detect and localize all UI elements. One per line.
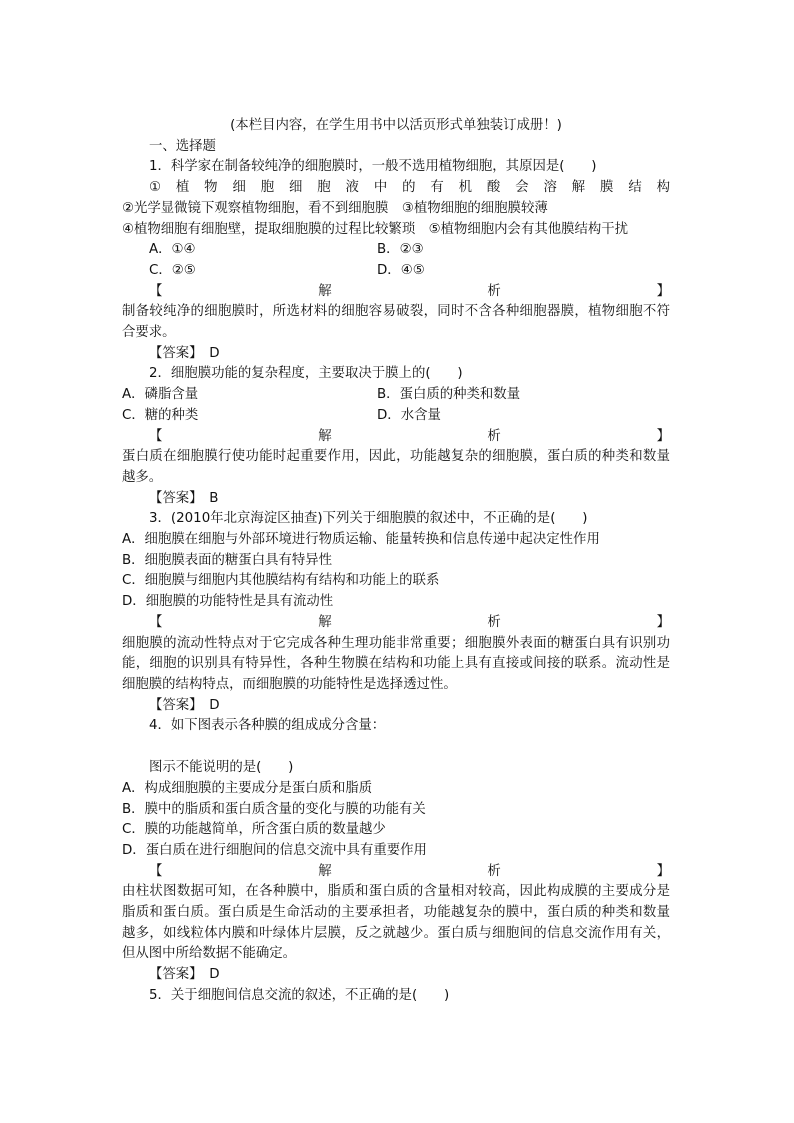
- question-1-statement-line-1: ①植物细胞细胞液中的有机酸会溶解膜结构: [149, 180, 670, 196]
- question-4-analysis: 由柱状图数据可知，在各种膜中，脂质和蛋白质的含量相对较高，因此构成膜的主要成分是脂质和蛋白质。蛋白质是生命活动的主要承担者，功能越复杂的膜中，蛋白质的种类和数量越多，如线粒体内膜和叶绿体片层膜，反之就越少。蛋白质与细胞间的信息交流作用有关，但从图中所给数据不能确定。: [122, 884, 670, 962]
- question-3-analysis-label: 【解析】: [149, 614, 670, 630]
- option-a: A．①④: [149, 242, 196, 258]
- option-b: B．②③: [377, 242, 424, 258]
- question-1-statement-line-3: ④植物细胞有细胞壁，提取细胞膜的过程比较繁琐 ⑤植物细胞内会有其他膜结构干扰: [122, 221, 629, 237]
- question-4-stem: 4．如下图表示各种膜的组成成分含量：: [149, 718, 386, 734]
- figure-placeholder: [122, 737, 670, 758]
- question-2-analysis-label: 【解析】: [149, 428, 670, 444]
- question-3-option-c: C．细胞膜与细胞内其他膜结构有结构和功能上的联系: [122, 573, 440, 589]
- question-4-analysis-label: 【解析】: [149, 863, 670, 879]
- question-1-analysis-label: 【解析】: [149, 283, 670, 299]
- question-4-option-d: D．蛋白质在进行细胞间的信息交流中具有重要作用: [122, 842, 427, 858]
- question-5-stem: 5．关于细胞间信息交流的叙述，不正确的是( ): [149, 987, 450, 1003]
- question-3-answer: 【答案】 D: [149, 697, 220, 713]
- question-4-option-c: C．膜的功能越简单，所含蛋白质的数量越少: [122, 822, 386, 838]
- question-1-stem: 1．科学家在制备较纯净的细胞膜时，一般不选用植物细胞，其原因是( ): [149, 159, 597, 175]
- question-3-option-b: B．细胞膜表面的糖蛋白具有特异性: [122, 552, 333, 568]
- question-1-analysis: 制备较纯净的细胞膜时，所选材料的细胞容易破裂，同时不含各种细胞器膜，植物细胞不符合要求。: [122, 304, 670, 341]
- question-4-option-a: A．构成细胞膜的主要成分是蛋白质和脂质: [122, 780, 373, 796]
- question-1-options-row-2: [122, 261, 670, 282]
- question-3-option-a: A．细胞膜在细胞与外部环境进行物质运输、能量转换和信息传递中起决定性作用: [122, 532, 600, 548]
- option-c: C．②⑤: [149, 262, 196, 278]
- option-a: A．磷脂含量: [122, 387, 199, 403]
- question-3-analysis: 细胞膜的流动性特点对于它完成各种生理功能非常重要；细胞膜外表面的糖蛋白具有识别功能，细胞的识别具有特异性，各种生物膜在结构和功能上具有直接或间接的联系。流动性是细胞膜的结构特点，而细胞膜的功能特性是选择透过性。: [122, 635, 670, 692]
- question-2-stem: 2．细胞膜功能的复杂程度，主要取决于膜上的( ): [149, 366, 463, 382]
- question-2-options-row-1: [122, 385, 670, 406]
- option-d: D．水含量: [377, 407, 441, 423]
- question-1-answer: 【答案】 D: [149, 345, 220, 361]
- question-3-stem: 3．(2010年北京海淀区抽查)下列关于细胞膜的叙述中，不正确的是( ): [149, 511, 588, 527]
- section-heading: 一、选择题: [149, 138, 216, 154]
- question-4-option-b: B．膜中的脂质和蛋白质含量的变化与膜的功能有关: [122, 801, 426, 817]
- option-b: B．蛋白质的种类和数量: [377, 387, 521, 403]
- question-4-sub-stem: 图示不能说明的是( ): [149, 760, 294, 776]
- page-header-note: (本栏目内容，在学生用书中以活页形式单独装订成册！): [230, 118, 562, 133]
- question-1-statement-line-2: ②光学显微镜下观察植物细胞，看不到细胞膜 ③植物细胞的细胞膜较薄: [122, 200, 548, 216]
- option-d: D．④⑤: [377, 262, 425, 278]
- question-3-option-d: D．细胞膜的功能特性是具有流动性: [122, 594, 334, 610]
- question-2-answer: 【答案】 B: [149, 490, 219, 506]
- document-page: [122, 116, 670, 1007]
- question-4-answer: 【答案】 D: [149, 967, 220, 983]
- question-2-analysis: 蛋白质在细胞膜行使功能时起重要作用，因此，功能越复杂的细胞膜，蛋白质的种类和数量越多。: [122, 449, 670, 485]
- option-c: C．糖的种类: [122, 407, 199, 423]
- question-1-options-row-1: [122, 240, 670, 261]
- question-2-options-row-2: [122, 406, 670, 427]
